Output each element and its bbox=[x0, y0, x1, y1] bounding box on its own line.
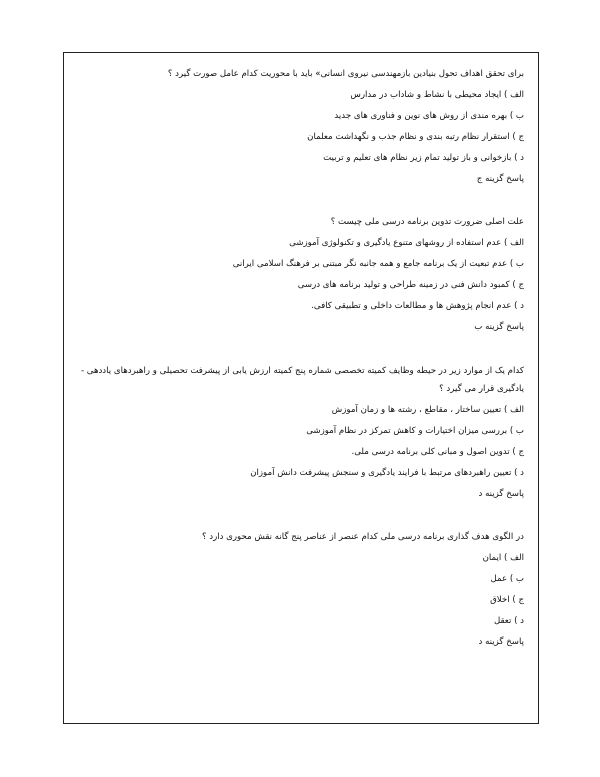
question-title: علت اصلی ضرورت تدوین برنامه درسی ملی چیست ؟ bbox=[330, 217, 524, 227]
question-1 bbox=[78, 64, 524, 190]
option-c: ج ) استقرار نظام رتبه بندی و نظام جذب و نگهداشت معلمان bbox=[307, 132, 524, 142]
option-b: ب ) عدم تبعیت از یک برنامه جامع و همه جانبه نگر مبتنی بر فرهنگ اسلامی ایرانی bbox=[232, 259, 524, 269]
answer: پاسخ گزینه ب bbox=[474, 322, 524, 332]
option-a: الف ) تعیین ساختار ، مقاطع ، رشته ها و زمان آموزش bbox=[331, 405, 524, 415]
option-c: ج ) کمبود دانش فنی در زمینه طراحی و تولید برنامه های درسی bbox=[297, 280, 524, 290]
option-a: الف ) ایمان bbox=[482, 553, 524, 563]
option-b: ب ) بهره مندی از روش های نوین و فناوری های جدید bbox=[334, 111, 524, 121]
document-content bbox=[78, 64, 524, 653]
option-d: د ) بازخوانی و باز تولید تمام زیر نظام های تعلیم و تربیت bbox=[323, 153, 524, 163]
question-title: در الگوی هدف گذاری برنامه درسی ملی کدام عنصر از عناصر پنج گانه نقش محوری دارد ؟ bbox=[201, 532, 524, 542]
option-d: د ) تعقل bbox=[493, 616, 524, 626]
answer: پاسخ گزینه د bbox=[478, 637, 524, 647]
option-c: ج ) تدوین اصول و مبانی کلی برنامه درسی ملی. bbox=[351, 447, 524, 457]
question-title: کدام یک از موارد زیر در حیطه وظایف کمیته تخصصی شماره پنج کمیته ارزش یابی از پیشرفت تحصیلی و راهبردهای یاددهی - یادگیری قرار می گیرد ؟ bbox=[80, 366, 524, 394]
question-3 bbox=[78, 360, 524, 505]
option-b: ب ) عمل bbox=[490, 574, 524, 584]
option-d: د ) تعیین راهبردهای مرتبط با فرایند یادگیری و سنجش پیشرفت دانش آموزان bbox=[250, 468, 524, 478]
question-2 bbox=[78, 212, 524, 338]
answer: پاسخ گزینه د bbox=[478, 489, 524, 499]
option-c: ج ) اخلاق bbox=[490, 595, 524, 605]
option-d: د ) عدم انجام پژوهش ها و مطالعات داخلی و تطبیقی کافی. bbox=[311, 301, 524, 311]
option-b: ب ) بررسی میزان اختیارات و کاهش تمرکز در نظام آموزشی bbox=[306, 426, 524, 436]
option-a: الف ) ایجاد محیطی با نشاط و شاداب در مدارس bbox=[350, 90, 524, 100]
answer: پاسخ گزینه ج bbox=[476, 174, 524, 184]
option-a: الف ) عدم استفاده از روشهای متنوع یادگیری و تکنولوژی آموزشی bbox=[289, 238, 524, 248]
question-4 bbox=[78, 527, 524, 653]
question-title: برای تحقق اهداف تحول بنیادین بازمهندسی نیروی انسانی» باید با محوریت کدام عامل صورت گیرد ؟ bbox=[167, 69, 524, 79]
